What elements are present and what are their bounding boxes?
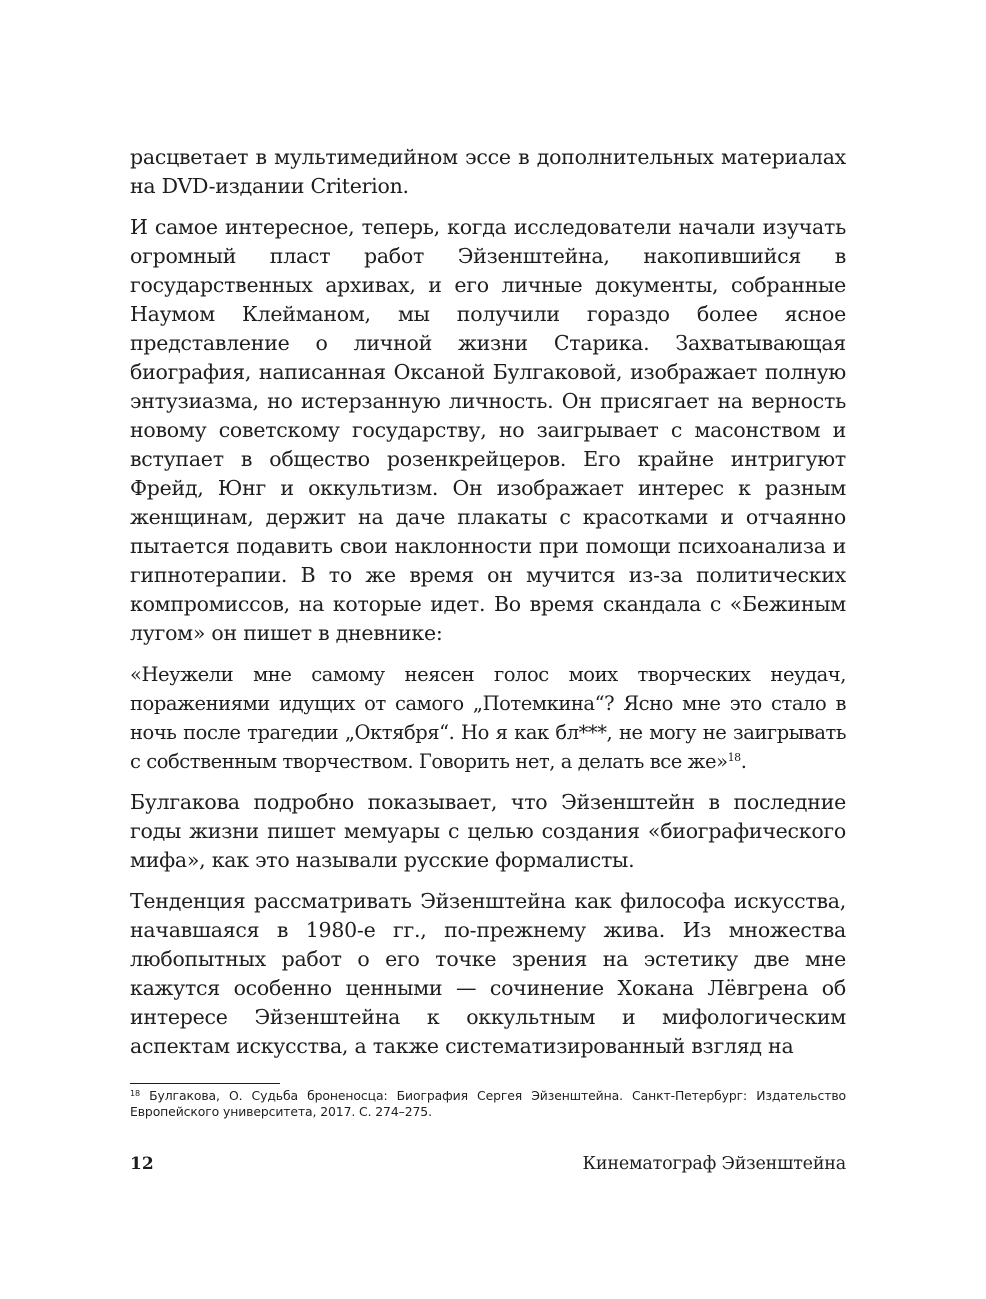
footnote	[130, 1088, 846, 1120]
paragraph: Булгакова подробно показывает, что Эйзенштейн в последние годы жизни пишет мемуары с целью создания «биографического мифа», как это называли русские формалисты.	[130, 790, 846, 872]
footnote-number: 18	[130, 1089, 140, 1098]
footnote-reference[interactable]: 18	[727, 751, 741, 764]
paragraph: И самое интересное, теперь, когда исследователи начали изучать огромный пласт работ Эйзенштейна, накопившийся в государственных архивах, и его личные документы, собранные Наумом Клейманом, мы получили гораздо более ясное представление о личной жизни Старика. Захватывающая биография, написанная Оксаной Булгаковой, изображает полную энтузиазма, но истерзанную личность. Он присягает на верность новому советскому государству, но заигрывает с масонством и вступает в общество розенкрейцеров. Его крайне интригуют Фрейд, Юнг и оккультизм. Он изображает интерес к разным женщинам, держит на даче плакаты с красотками и отчаянно пытается подавить свои наклонности при помощи психоанализа и гипнотерапии. В то же время он мучится из-за политических компромиссов, на которые идет. Во время скандала с «Бежиным лугом» он пишет в дневнике:	[130, 215, 846, 645]
main-text	[130, 143, 846, 1073]
footnote-divider	[130, 1083, 280, 1084]
page-number: 12	[130, 1154, 154, 1174]
diary-quote: «Неужели мне самому неясен голос моих творческих неудач, поражениями идущих от самого „Потемкина“? Ясно мне это стало в ночь после трагедии „Октября“. Но я как бл***, не могу не заигрывать с собственным творчеством. Говорить нет, а делать все же»$^{18}$.	[130, 663, 846, 773]
paragraph: Тенденция рассматривать Эйзенштейна как философа искусства, начавшаяся в 1980-е гг., по-прежнему жива. Из множества любопытных работ о его точке зрения на эстетику две мне кажутся особенно ценными — сочинение Хокана Лёвгрена об интересе Эйзенштейна к оккультным и мифологическим аспектам искусства, а также систематизированный взгляд на	[130, 889, 846, 1058]
paragraph: расцветает в мультимедийном эссе в дополнительных материалах на DVD-издании Criterion.	[130, 145, 846, 198]
footnote-text: Булгакова, О. Судьба броненосца: Биография Сергея Эйзенштейна. Санкт-Петербург: Издательство Европейского университета, 2017. С. 274–275.	[130, 1088, 847, 1119]
running-title: Кинематограф Эйзенштейна	[582, 1154, 846, 1174]
quote-text: «Неужели мне самому неясен голос моих творческих неудач, поражениями идущих от самого „Потемкина“? Ясно мне это стало в ночь после трагедии „Октября“. Но я как бл***, не могу не заигрывать с собственным творчеством. Говорить нет, а делать все же»	[130, 663, 846, 773]
